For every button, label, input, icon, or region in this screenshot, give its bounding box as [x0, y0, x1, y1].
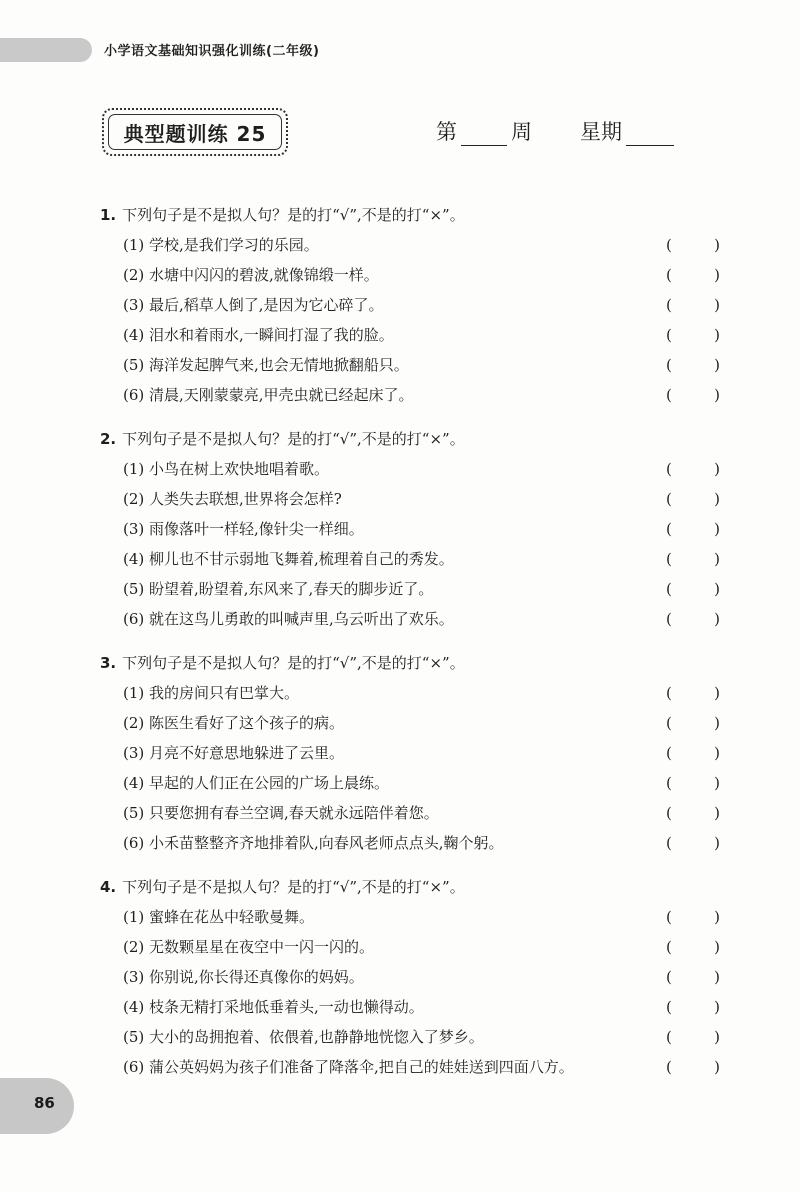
list-item	[100, 902, 740, 932]
list-item	[100, 708, 740, 738]
close-paren: )	[714, 326, 720, 344]
close-paren: )	[714, 460, 720, 478]
question-prompt	[100, 200, 740, 230]
close-paren: )	[714, 356, 720, 374]
list-item	[100, 932, 740, 962]
list-item	[100, 514, 740, 544]
open-paren: (	[666, 684, 672, 702]
open-paren: (	[666, 580, 672, 598]
close-paren: )	[714, 998, 720, 1016]
open-paren: (	[666, 968, 672, 986]
close-paren: )	[714, 744, 720, 762]
close-paren: )	[714, 1028, 720, 1046]
sentence-text: (2) 陈医生看好了这个孩子的病。	[123, 714, 345, 732]
week-zhou-label: 周	[511, 120, 532, 144]
close-paren: )	[714, 684, 720, 702]
sentence-text: (3) 你别说,你长得还真像你的妈妈。	[123, 968, 364, 986]
sentence-text: (6) 就在这鸟儿勇敢的叫喊声里,乌云听出了欢乐。	[123, 610, 454, 628]
close-paren: )	[714, 834, 720, 852]
list-item	[100, 484, 740, 514]
week-number-blank[interactable]	[461, 123, 507, 146]
close-paren: )	[714, 296, 720, 314]
sentence-text: (5) 海洋发起脾气来,也会无情地掀翻船只。	[123, 356, 409, 374]
open-paren: (	[666, 744, 672, 762]
close-paren: )	[714, 804, 720, 822]
header-tab-decoration	[0, 38, 92, 62]
list-item	[100, 320, 740, 350]
close-paren: )	[714, 908, 720, 926]
list-item	[100, 230, 740, 260]
open-paren: (	[666, 520, 672, 538]
open-paren: (	[666, 998, 672, 1016]
close-paren: )	[714, 774, 720, 792]
sentence-text: (5) 只要您拥有春兰空调,春天就永远陪伴着您。	[123, 804, 439, 822]
sentence-text: (3) 最后,稻草人倒了,是因为它心碎了。	[123, 296, 384, 314]
sentence-text: (1) 学校,是我们学习的乐园。	[123, 236, 319, 254]
open-paren: (	[666, 1028, 672, 1046]
question-prompt	[100, 648, 740, 678]
question-prompt-text: 下列句子是不是拟人句？是的打“√”,不是的打“×”。	[122, 654, 465, 672]
close-paren: )	[714, 550, 720, 568]
list-item	[100, 768, 740, 798]
open-paren: (	[666, 610, 672, 628]
close-paren: )	[714, 968, 720, 986]
question-section-1	[100, 200, 740, 410]
list-item	[100, 678, 740, 708]
open-paren: (	[666, 714, 672, 732]
open-paren: (	[666, 550, 672, 568]
close-paren: )	[714, 520, 720, 538]
list-item	[100, 604, 740, 634]
open-paren: (	[666, 296, 672, 314]
close-paren: )	[714, 1058, 720, 1076]
open-paren: (	[666, 804, 672, 822]
sentence-text: (1) 我的房间只有巴掌大。	[123, 684, 300, 702]
sentence-text: (6) 小禾苗整整齐齐地排着队,向春风老师点点头,鞠个躬。	[123, 834, 504, 852]
list-item	[100, 454, 740, 484]
page-number: 86	[34, 1094, 55, 1112]
open-paren: (	[666, 236, 672, 254]
sentence-text: (1) 小鸟在树上欢快地唱着歌。	[123, 460, 330, 478]
question-number: 1.	[100, 206, 117, 224]
book-title-header: 小学语文基础知识强化训练(二年级)	[104, 44, 320, 59]
question-prompt-text: 下列句子是不是拟人句？是的打“√”,不是的打“×”。	[122, 206, 465, 224]
close-paren: )	[714, 490, 720, 508]
exercise-title-box	[102, 108, 288, 156]
close-paren: )	[714, 236, 720, 254]
sentence-text: (6) 蒲公英妈妈为孩子们准备了降落伞,把自己的娃娃送到四面八方。	[123, 1058, 574, 1076]
close-paren: )	[714, 386, 720, 404]
list-item	[100, 1022, 740, 1052]
question-number: 4.	[100, 878, 117, 896]
close-paren: )	[714, 610, 720, 628]
sentence-text: (4) 柳儿也不甘示弱地飞舞着,梳理着自己的秀发。	[123, 550, 454, 568]
question-prompt	[100, 424, 740, 454]
question-number: 3.	[100, 654, 117, 672]
list-item	[100, 1052, 740, 1082]
list-item	[100, 290, 740, 320]
question-section-2	[100, 424, 740, 634]
open-paren: (	[666, 1058, 672, 1076]
open-paren: (	[666, 938, 672, 956]
sentence-text: (5) 盼望着,盼望着,东风来了,春天的脚步近了。	[123, 580, 434, 598]
list-item	[100, 380, 740, 410]
sentence-text: (3) 月亮不好意思地躲进了云里。	[123, 744, 345, 762]
question-prompt-text: 下列句子是不是拟人句？是的打“√”,不是的打“×”。	[122, 878, 465, 896]
open-paren: (	[666, 460, 672, 478]
list-item	[100, 798, 740, 828]
sentence-text: (5) 大小的岛拥抱着、依偎着,也静静地恍惚入了梦乡。	[123, 1028, 484, 1046]
open-paren: (	[666, 266, 672, 284]
weekday-blank[interactable]	[626, 123, 674, 146]
question-section-3	[100, 648, 740, 858]
question-number: 2.	[100, 430, 117, 448]
list-item	[100, 738, 740, 768]
list-item	[100, 350, 740, 380]
sentence-text: (6) 清晨,天刚蒙蒙亮,甲壳虫就已经起床了。	[123, 386, 414, 404]
close-paren: )	[714, 938, 720, 956]
week-di-label: 第	[436, 120, 457, 144]
open-paren: (	[666, 774, 672, 792]
close-paren: )	[714, 580, 720, 598]
sentence-text: (4) 枝条无精打采地低垂着头,一动也懒得动。	[123, 998, 424, 1016]
question-prompt	[100, 872, 740, 902]
open-paren: (	[666, 356, 672, 374]
list-item	[100, 260, 740, 290]
exercise-title: 典型题训练 25	[108, 114, 282, 150]
sentence-text: (1) 蜜蜂在花丛中轻歌曼舞。	[123, 908, 315, 926]
list-item	[100, 574, 740, 604]
list-item	[100, 544, 740, 574]
open-paren: (	[666, 834, 672, 852]
open-paren: (	[666, 386, 672, 404]
sentence-text: (2) 人类失去联想,世界将会怎样?	[123, 490, 342, 508]
question-section-4	[100, 872, 740, 1082]
weekday-label: 星期	[580, 120, 622, 144]
list-item	[100, 992, 740, 1022]
sentence-text: (3) 雨像落叶一样轻,像针尖一样细。	[123, 520, 364, 538]
list-item	[100, 828, 740, 858]
open-paren: (	[666, 908, 672, 926]
open-paren: (	[666, 326, 672, 344]
sentence-text: (2) 水塘中闪闪的碧波,就像锦缎一样。	[123, 266, 379, 284]
close-paren: )	[714, 714, 720, 732]
question-prompt-text: 下列句子是不是拟人句？是的打“√”,不是的打“×”。	[122, 430, 465, 448]
close-paren: )	[714, 266, 720, 284]
week-day-line	[436, 116, 674, 146]
sentence-text: (4) 泪水和着雨水,一瞬间打湿了我的脸。	[123, 326, 394, 344]
sentence-text: (2) 无数颗星星在夜空中一闪一闪的。	[123, 938, 375, 956]
open-paren: (	[666, 490, 672, 508]
sentence-text: (4) 早起的人们正在公园的广场上晨练。	[123, 774, 390, 792]
list-item	[100, 962, 740, 992]
